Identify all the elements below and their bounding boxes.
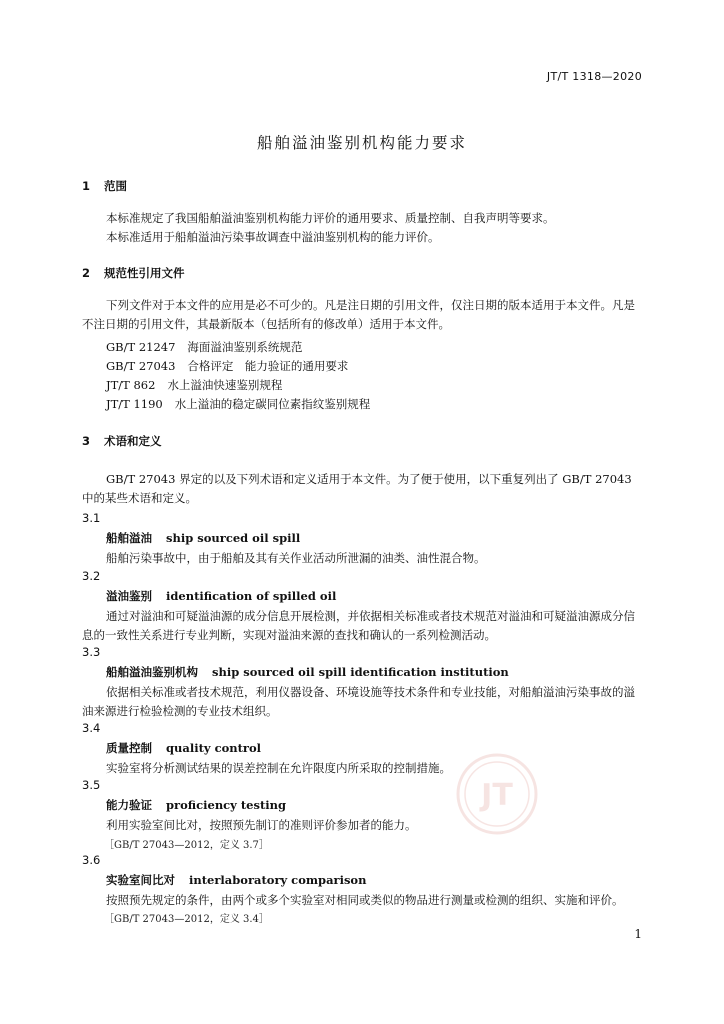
section-title: 规范性引用文件: [104, 266, 185, 280]
reference-code: GB/T 21247: [106, 340, 176, 354]
term-number: 3.4: [82, 721, 101, 735]
paragraph: 本标准规定了我国船舶溢油鉴别机构能力评价的通用要求、质量控制、自我声明等要求。: [106, 211, 555, 225]
section-title: 范围: [104, 179, 127, 193]
reference-code: GB/T 27043: [106, 359, 176, 373]
term-definition: 依据相关标准或者技术规范，利用仪器设备、环境设施等技术条件和专业技能，对船舶溢油污染事故的溢油来源进行检验检测的专业技术组织。: [82, 685, 635, 718]
term-definition: 按照预先规定的条件，由两个或多个实验室对相同或类似的物品进行测量或检测的组织、实施和评价。: [106, 893, 624, 907]
reference-name: 水上溢油的稳定碳同位素指纹鉴别规程: [174, 397, 371, 411]
term-zh: 质量控制: [106, 741, 152, 755]
section-3-heading: [82, 433, 162, 449]
term-heading: [106, 530, 300, 546]
term-en: interlaboratory comparison: [189, 873, 367, 887]
term-definition: 利用实验室间比对，按照预先制订的准则评价参加者的能力。: [106, 818, 417, 832]
term-heading: [106, 664, 509, 680]
section-number: 1: [82, 179, 91, 193]
term-zh: 实验室间比对: [106, 873, 175, 887]
term-source: ［GB/T 27043—2012，定义 3.7］: [104, 840, 269, 851]
term-number: 3.5: [82, 778, 101, 792]
term-number: 3.3: [82, 645, 101, 659]
paragraph: GB/T 27043 界定的以及下列术语和定义适用于本文件。为了便于使用，以下重复列出了 GB/T 27043 中的某些术语和定义。: [82, 472, 632, 505]
section-1-heading: [82, 178, 127, 194]
reference-name: 水上溢油快速鉴别规程: [167, 378, 283, 392]
term-en: proficiency testing: [166, 798, 287, 812]
reference-item: [106, 377, 282, 393]
page-number: 1: [634, 927, 642, 941]
reference-code: JT/T 862: [106, 378, 156, 392]
term-zh: 溢油鉴别: [106, 589, 152, 603]
reference-code: JT/T 1190: [106, 397, 163, 411]
term-heading: [106, 740, 261, 756]
reference-name: 海面溢油鉴别系统规范: [187, 340, 303, 354]
paragraph: 本标准适用于船舶溢油污染事故调查中溢油鉴别机构的能力评价。: [106, 230, 440, 244]
section-2-heading: [82, 265, 185, 281]
reference-item: [106, 339, 302, 355]
reference-name: 合格评定 能力验证的通用要求: [187, 359, 349, 373]
term-zh: 能力验证: [106, 798, 152, 812]
term-zh: 船舶溢油鉴别机构: [106, 665, 198, 679]
term-en: identification of spilled oil: [166, 589, 337, 603]
paragraph: 下列文件对于本文件的应用是必不可少的。凡是注日期的引用文件，仅注日期的版本适用于本文件。凡是不注日期的引用文件，其最新版本（包括所有的修改单）适用于本文件。: [82, 298, 635, 331]
term-en: quality control: [166, 741, 262, 755]
term-en: ship sourced oil spill: [166, 531, 301, 545]
section-number: 2: [82, 266, 91, 280]
term-definition: 船舶污染事故中，由于船舶及其有关作业活动所泄漏的油类、油性混合物。: [106, 551, 486, 565]
term-number: 3.1: [82, 511, 101, 525]
section-number: 3: [82, 434, 91, 448]
document-title: 船舶溢油鉴别机构能力要求: [256, 134, 467, 152]
jt-watermark-logo: [455, 752, 539, 836]
term-heading: [106, 872, 366, 888]
term-definition: 通过对溢油和可疑溢油源的成分信息开展检测，并依据相关标准或者技术规范对溢油和可疑溢油源成分信息的一致性关系进行专业判断，实现对溢油来源的查找和确认的一系列检测活动。: [82, 609, 635, 642]
term-number: 3.6: [82, 853, 101, 867]
term-number: 3.2: [82, 569, 101, 583]
term-definition: 实验室将分析测试结果的误差控制在允许限度内所采取的控制措施。: [106, 761, 451, 775]
term-heading: [106, 797, 286, 813]
term-zh: 船舶溢油: [106, 531, 152, 545]
reference-item: [106, 358, 348, 374]
term-heading: [106, 588, 336, 604]
standard-code: JT/T 1318—2020: [546, 70, 642, 83]
section-title: 术语和定义: [104, 434, 162, 448]
watermark-text: JT: [481, 778, 513, 813]
term-source: ［GB/T 27043—2012，定义 3.4］: [104, 914, 269, 925]
reference-item: [106, 396, 370, 412]
term-en: ship sourced oil spill identification institution: [212, 665, 509, 679]
